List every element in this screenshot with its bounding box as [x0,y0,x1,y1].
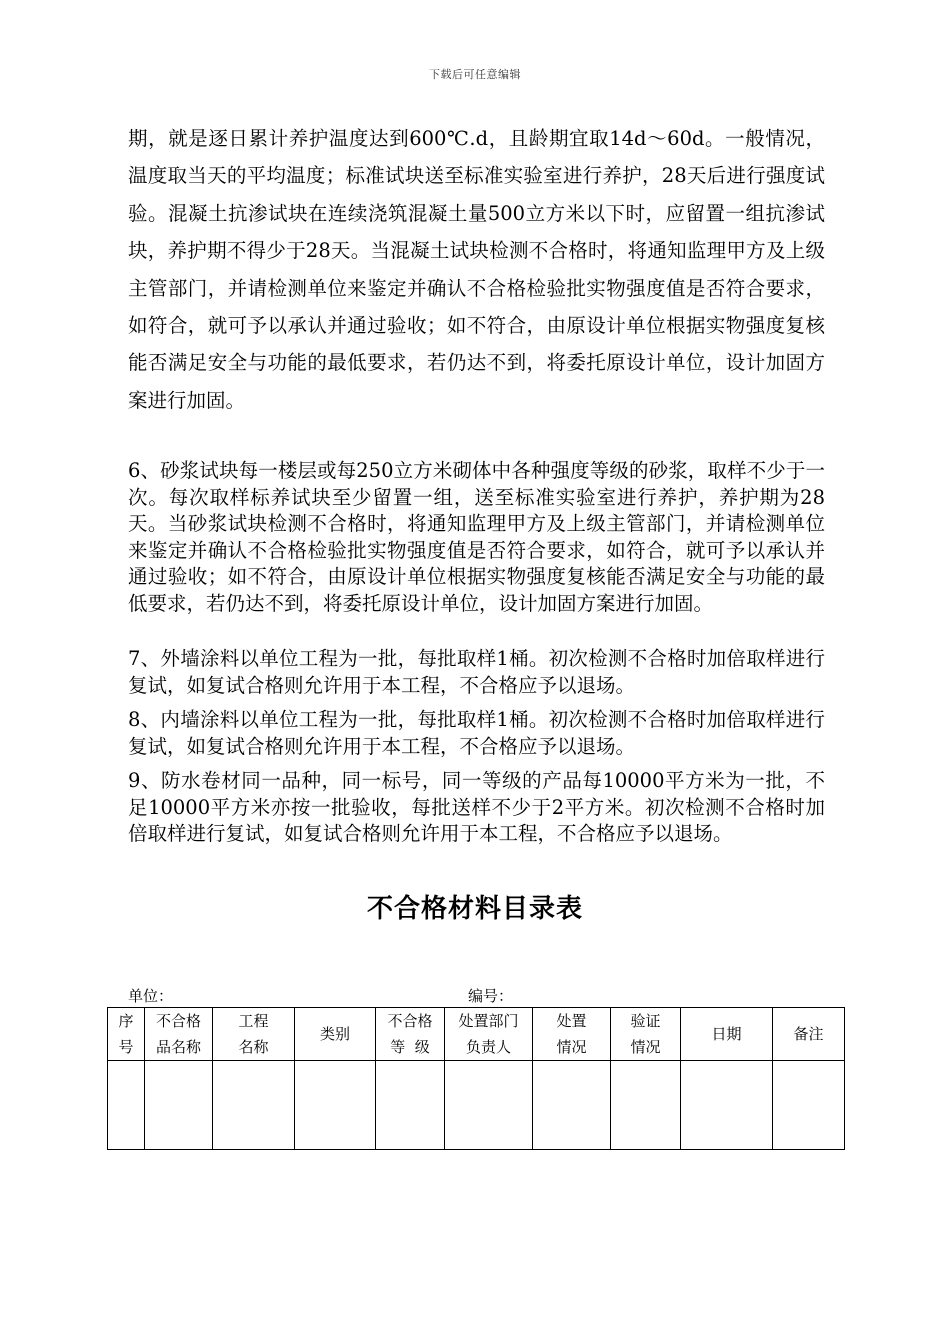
table-cell [773,1061,845,1150]
table-cell [445,1061,533,1150]
page-header-note: 下载后可任意编辑 [429,68,521,81]
column-header-category: 类别 [295,1008,376,1061]
paragraph-item-6-mortar: 6、砂浆试块每一楼层或每250立方米砌体中各种强度等级的砂浆，取样不少于一次。每次取样标养试块至少留置一组，送至标准实验室进行养护，养护期为28天。当砂浆试块检测不合格时，将通知监理甲方及上级主管部门，并请检测单位来鉴定并确认不合格检验批实物强度值是否符合要求，如符合，就可予以承认并通过验收；如不符合，由原设计单位根据实物强度复核能否满足安全与功能的最低要求，若仍达不到，将委托原设计单位，设计加固方案进行加固。 [128,459,825,615]
column-header-grade: 不合格 等 级 [376,1008,445,1061]
nonconforming-materials-table [107,1007,845,1150]
column-header-serial: 序 号 [108,1008,145,1061]
table-row [108,1061,845,1150]
paragraph-curing-concrete: 期，就是逐日累计养护温度达到600℃.d，且龄期宜取14d～60d。一般情况，温度取当天的平均温度；标准试块送至标准实验室进行养护，28天后进行强度试验。混凝土抗渗试块在连续浇筑混凝土量500立方米以下时，应留置一组抗渗试块，养护期不得少于28天。当混凝土试块检测不合格时，将通知监理甲方及上级主管部门，并请检测单位来鉴定并确认不合格检验批实物强度值是否符合要求，如符合，就可予以承认并通过验收；如不符合，由原设计单位根据实物强度复核能否满足安全与功能的最低要求，若仍达不到，将委托原设计单位，设计加固方案进行加固。 [128,127,825,412]
column-header-remarks: 备注 [773,1008,845,1061]
column-header-disposal-status: 处置 情况 [533,1008,611,1061]
column-header-verification-status: 验证 情况 [611,1008,681,1061]
unit-label: 单位： [128,987,174,1005]
paragraph-item-7-exterior-paint: 7、外墙涂料以单位工程为一批，每批取样1桶。初次检测不合格时加倍取样进行复试，如复试合格则允许用于本工程，不合格应予以退场。 [128,647,825,697]
paragraph-item-8-interior-paint: 8、内墙涂料以单位工程为一批，每批取样1桶。初次检测不合格时加倍取样进行复试，如复试合格则允许用于本工程，不合格应予以退场。 [128,708,825,758]
table-header-row [108,1008,845,1061]
table-cell [213,1061,295,1150]
table-cell [533,1061,611,1150]
column-header-product-name: 不合格 品名称 [145,1008,213,1061]
paragraph-item-9-waterproof: 9、防水卷材同一品种，同一标号，同一等级的产品每10000平方米为一批，不足10000平方米亦按一批验收，每批送样不少于2平方米。初次检测不合格时加倍取样进行复试，如复试合格则允许用于本工程，不合格应予以退场。 [128,769,825,846]
table-cell [145,1061,213,1150]
column-header-project-name: 工程 名称 [213,1008,295,1061]
table-cell [295,1061,376,1150]
table-cell [376,1061,445,1150]
table-cell [611,1061,681,1150]
code-label: 编号： [468,987,514,1005]
table-title: 不合格材料目录表 [366,894,583,924]
column-header-responsible-person: 处置部门 负责人 [445,1008,533,1061]
table-cell [681,1061,773,1150]
column-header-date: 日期 [681,1008,773,1061]
table-cell [108,1061,145,1150]
